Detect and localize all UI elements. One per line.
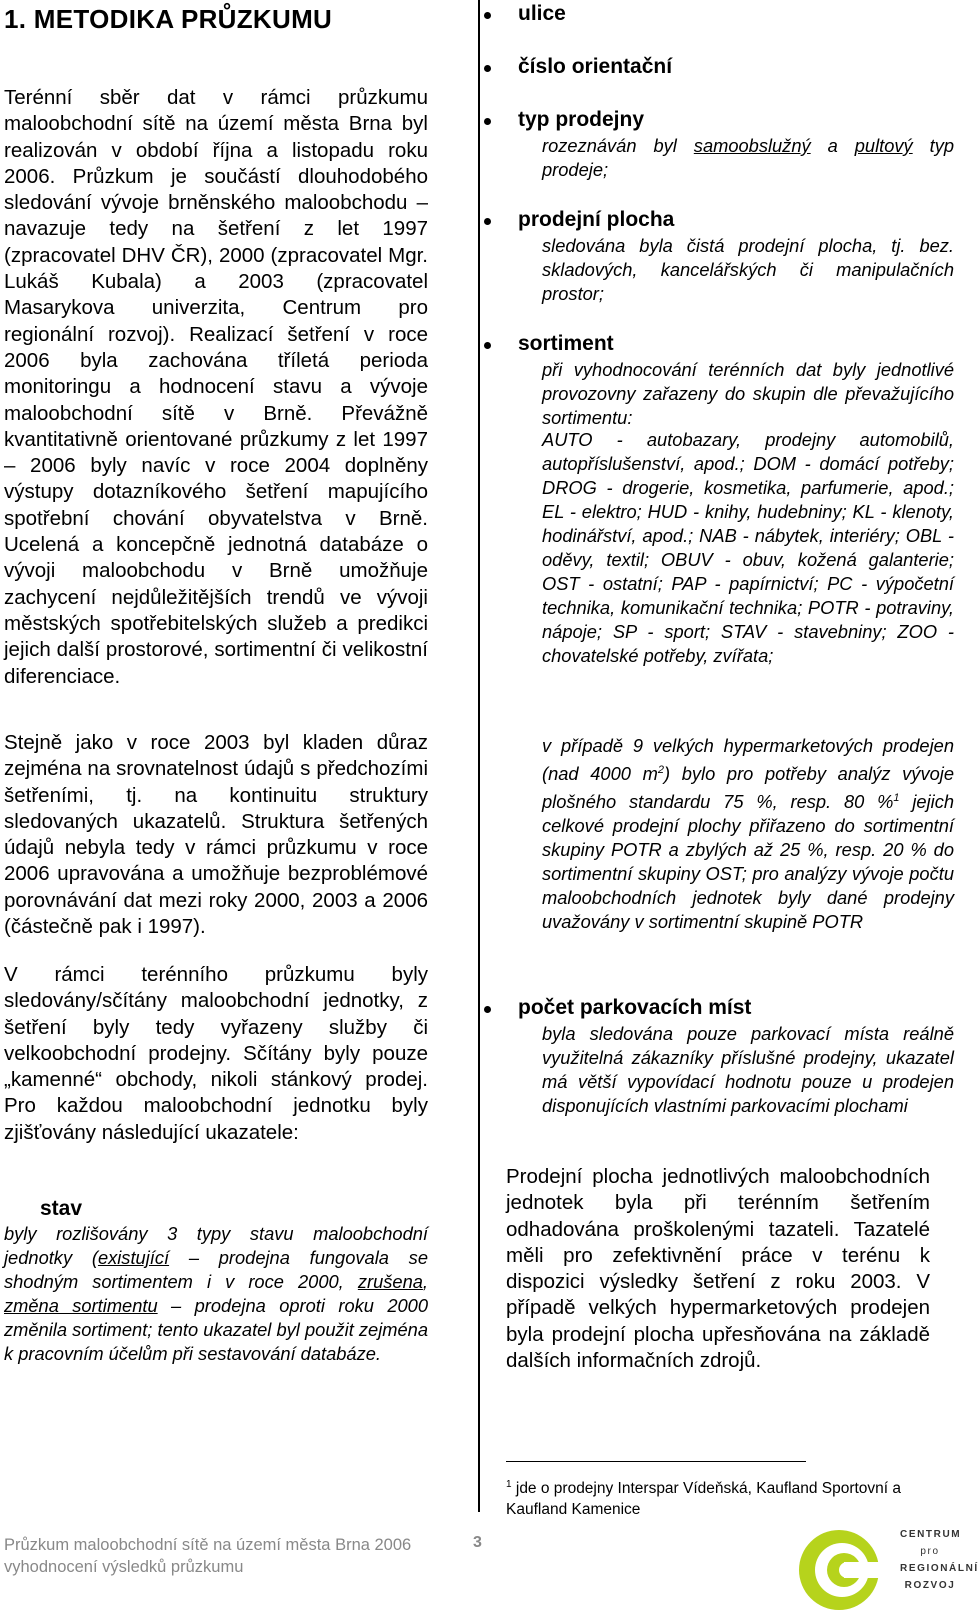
column-divider (478, 0, 480, 1512)
bullet-title-parkovani: počet parkovacích míst (518, 996, 752, 1019)
logo-mark-icon (799, 1530, 889, 1610)
bullet-icon (484, 12, 491, 19)
bullet-title-plocha: prodejní plocha (518, 208, 675, 231)
footnote-separator (506, 1461, 806, 1462)
hypermarket-note: v případě 9 velkých hypermarketových prodejen (nad 4000 $m^2$) bylo pro potřeby analýz vývoje plošného standardu 75 %, resp. 80 %$^1$ jejich celkové prodejní plochy přiřazeno do sortimentní skupiny POTR a zbylých až 25 %, resp. 20 % do sortimentní skupiny OST; pro analýzy vývoje počtu maloobchodních jednotek byly dané prodejny uvažovány v sortimentní skupině POTR (542, 735, 955, 933)
page-title: 1. METODIKA PRŮZKUMU (4, 4, 333, 34)
bullet-icon (484, 342, 491, 349)
footer-title: Průzkum maloobchodní sítě na území města Brna 2006 (4, 1536, 412, 1554)
bullet-icon (484, 118, 491, 125)
sortiment-groups: AUTO - autobazary, prodejny automobilů, autopříslušenství, apod.; DOM - domácí potřeby; DROG - drogerie, kosmetika, parfumerie, apod.; EL - elektro; HUD - knihy, hudebniny; KL - klenoty, hodinářství, apod.; NAB - nábytek, interiéry; OBL - oděvy, textil; OBUV - obuv, kožená galanterie; OST - ostatní; PAP - papírnictví; PC - výpočetní technika, komunikační technika; POTR - potraviny, nápoje; SP - sport; STAV - stavebniny; ZOO - chovatelské potřeby, zvířata; (542, 429, 954, 666)
indicators-paragraph: V rámci terénního průzkumu byly sledovány/sčítány maloobchodní jednotky, z šetření byly tedy vyřazeny služby či velkoobchodní prodejny. Sčítány byly pouze „kamenné“ obchody, nikoli stánkový prodej. Pro každou maloobchodní jednotku byly zjišťovány následující ukazatele: (4, 963, 428, 1144)
bullet-icon (484, 65, 491, 72)
stav-description: byly rozlišovány 3 typy stavu maloobchodní jednotky (existující – prodejna fungovala se shodným sortimentem i v roce 2000, zrušena, změna sortimentu – prodejna oproti roku 2000 změnila sortiment; tento ukazatel byl použit zejména k pracovním účelům při sestavování databáze. (4, 1223, 428, 1364)
sortiment-intro: při vyhodnocování terénních dat byly jednotlivé provozovny zařazeny do skupin dle převažujícího sortimentu: (542, 359, 954, 428)
bullet-title-ulice: ulice (518, 2, 566, 25)
parkovani-description: byla sledována pouze parkovací místa reálně využitelná zákazníky příslušné prodejny, ukazatel má větší vypovídací hodnotu pouze u prodejen disponujících vlastními parkovacími plochami (542, 1023, 954, 1116)
footer-subtitle: vyhodnocení výsledků průzkumu (4, 1558, 244, 1576)
bullet-title-stav: stav (40, 1197, 83, 1220)
bullet-title-cislo: číslo orientační (518, 55, 673, 78)
typ-description: rozeznáván byl samoobslužný a pultový typ prodeje; (542, 135, 955, 180)
bullet-icon (484, 218, 491, 225)
logo-text: CENTRUM pro REGIONÁLNÍ ROZVOJ (900, 1529, 979, 1591)
plocha-description: sledována byla čistá prodejní plocha, tj. bez. skladových, kancelářských či manipulačních prostor; (542, 235, 954, 304)
bullet-title-sortiment: sortiment (518, 332, 614, 355)
comparability-paragraph: Stejně jako v roce 2003 byl kladen důraz zejména na srovnatelnost údajů s předchozími šetřeními, tj. na kontinuitu struktury sledovaných ukazatelů. Struktura šetřených údajů nebyla tedy v rámci průzkumu v roce 2006 upravována a umožňuje bezproblémové porovnávání dat mezi roky 2000, 2003 a 2006 (částečně pak i 1997). (4, 731, 428, 939)
bullet-icon (484, 1006, 491, 1013)
page-number: 3 (473, 1534, 482, 1551)
footnote: $^1$ jde o prodejny Interspar Vídeňská, Kaufland Sportovní a Kaufland Kamenice (506, 1479, 902, 1519)
final-paragraph: Prodejní plocha jednotlivých maloobchodních jednotek byla při terénním šetřením odhadována proškolenými tazateli. Tazatelé měli pro zefektivnění práce v terénu k dispozici výsledky šetření z roku 2003. V případě velkých hypermarketových prodejen byla prodejní plocha upřesňována na základě dalších informačních zdrojů. (506, 1165, 930, 1373)
page-footer (4, 1534, 411, 1578)
intro-paragraph: Terénní sběr dat v rámci průzkumu maloobchodní sítě na území města Brna byl realizován v období října a listopadu roku 2006. Průzkum je součástí dlouhodobého sledování vývoje brněnského maloobchodu – navazuje tedy na šetření z let 1997 (zpracovatel DHV ČR), 2000 (zpracovatel Mgr. Lukáš Kubala) a 2003 (zpracovatel Masarykova univerzita, Centrum pro regionální rozvoj). Realizací šetření v roce 2006 byla zachována tříletá perioda monitoringu a hodnocení stavu a vývoje maloobchodní sítě v Brně. Převážně kvantitativně orientované průzkumy z let 1997 – 2006 byly navíc v roce 2004 doplněny výstupy dotazníkového šetření mapujícího spotřební chování obyvatelstva v Brně. Ucelená a koncepčně jednotná databáze o vývoji maloobchodu v Brně umožňuje zachycení nejdůležitějších trendů ve vývoji městských spotřebitelských služeb a predikci jejich další prostorové, sortimentní či velikostní diferenciace. (4, 86, 428, 688)
bullet-title-typ: typ prodejny (518, 108, 645, 131)
bullet-stav (4, 1196, 428, 1222)
